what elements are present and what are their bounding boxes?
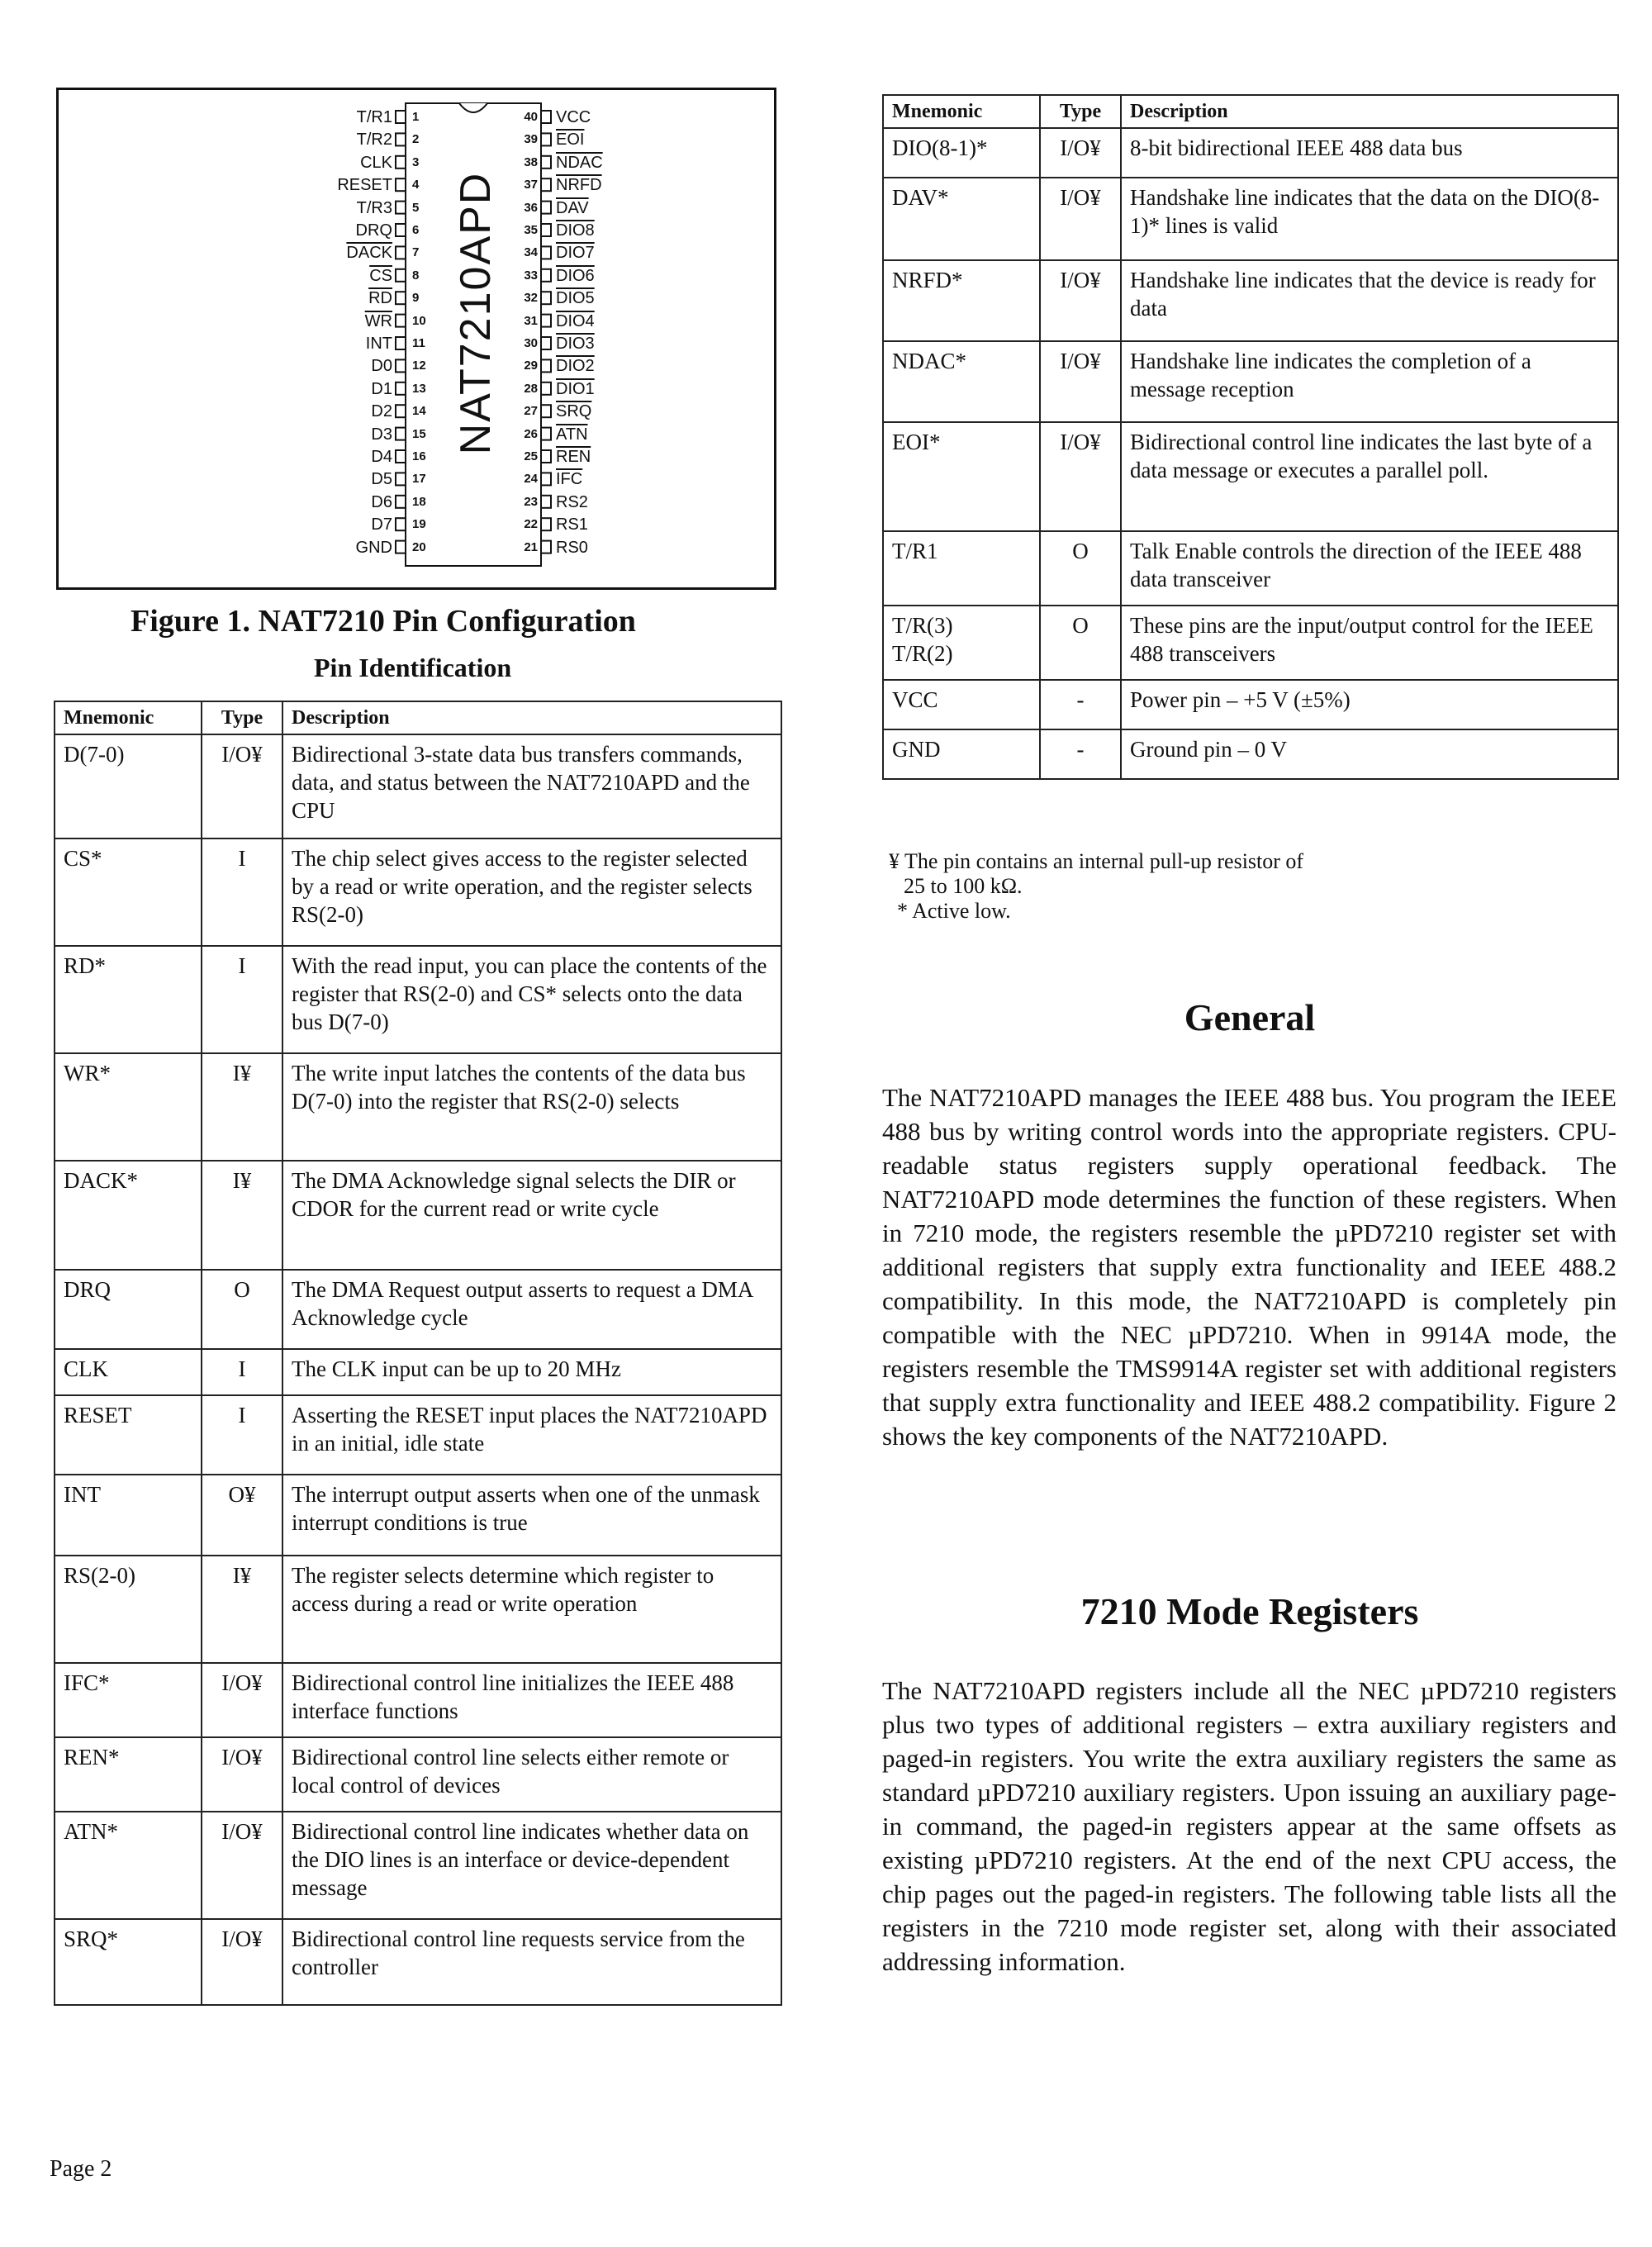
description-cell: Bidirectional 3-state data bus transfers commands, data, and status between the NAT7210APD and the CPU	[282, 734, 781, 838]
mnemonic-cell: NRFD*	[883, 260, 1040, 341]
pin-label: T/R1	[356, 108, 392, 126]
pin-number: 11	[412, 336, 425, 350]
pin-label: D7	[371, 515, 392, 534]
type-cell: I/O¥	[1040, 260, 1121, 341]
pin-label: D0	[371, 357, 392, 376]
pin-label: D4	[371, 448, 392, 466]
type-cell: O	[202, 1270, 282, 1349]
mnemonic-cell: T/R(3) T/R(2)	[883, 606, 1040, 680]
pin-number: 29	[524, 359, 538, 373]
pin-label: DIO1	[556, 379, 595, 398]
pin-label: RS2	[556, 492, 588, 511]
description-cell: The interrupt output asserts when one of the unmask interrupt conditions is true	[282, 1475, 781, 1556]
table-row	[55, 1663, 781, 1737]
pin-label: T/R3	[356, 198, 392, 217]
pin-number: 24	[524, 472, 538, 487]
pin-number: 10	[412, 313, 426, 328]
pin-number: 35	[524, 223, 538, 237]
table-row	[55, 1475, 781, 1556]
table-row	[55, 1919, 781, 2005]
type-cell: O	[1040, 606, 1121, 680]
pin-11-box	[396, 337, 406, 349]
type-cell: I/O¥	[202, 1812, 282, 1919]
mnemonic-header: Mnemonic	[883, 95, 1040, 128]
table-row	[55, 1556, 781, 1663]
pin-number: 31	[524, 313, 538, 328]
type-cell: I/O¥	[1040, 422, 1121, 531]
pin-25-box	[541, 450, 551, 463]
mnemonic-cell: IFC*	[55, 1663, 202, 1737]
pin-17-box	[396, 473, 406, 485]
mnemonic-cell: RD*	[55, 946, 202, 1053]
pin-4-box	[396, 178, 406, 191]
pin-label: D2	[371, 402, 392, 421]
pin-number: 28	[524, 381, 538, 396]
pin-label: DIO5	[556, 289, 595, 308]
pin-39-box	[541, 133, 551, 145]
type-cell: I/O¥	[1040, 178, 1121, 260]
footnote-pullup: ¥ The pin contains an internal pull-up resistor of	[889, 849, 1304, 873]
description-cell: The DMA Request output asserts to request a DMA Acknowledge cycle	[282, 1270, 781, 1349]
pin-label: $\overline{SRQ}$	[556, 402, 592, 421]
description-cell: Asserting the RESET input places the NAT7210APD in an initial, idle state	[282, 1395, 781, 1475]
pin-identification-title: Pin Identification	[314, 653, 512, 682]
pin-20-box	[396, 541, 406, 553]
pin-number: 7	[412, 245, 420, 260]
description-cell: Ground pin – 0 V	[1121, 729, 1618, 779]
mnemonic-cell: VCC	[883, 680, 1040, 729]
table-row	[883, 531, 1618, 606]
page-number: Page 2	[50, 2156, 112, 2182]
pin-31-box	[541, 315, 551, 327]
table-row	[55, 1395, 781, 1475]
pin-27-box	[541, 405, 551, 417]
pin-6-box	[396, 224, 406, 236]
table-row	[55, 1161, 781, 1270]
pin-label: DIO3	[556, 335, 595, 353]
pin-18-box	[396, 496, 406, 508]
pin-24-box	[541, 473, 551, 485]
pin-label: $\overline{IFC}$	[556, 470, 583, 489]
pin-number: 6	[412, 223, 420, 237]
mnemonic-cell: DAV*	[883, 178, 1040, 260]
mnemonic-cell: CS*	[55, 838, 202, 946]
description-cell: Power pin – +5 V (±5%)	[1121, 680, 1618, 729]
pin-13-box	[396, 382, 406, 395]
pin-number: 4	[412, 178, 420, 192]
table-row	[55, 838, 781, 946]
description-cell: Bidirectional control line selects either remote or local control of devices	[282, 1737, 781, 1812]
pin-34-box	[541, 246, 551, 259]
mnemonic-cell: CLK	[55, 1349, 202, 1395]
mnemonic-cell: REN*	[55, 1737, 202, 1812]
pin-10-box	[396, 315, 406, 327]
type-header: Type	[202, 701, 282, 734]
description-cell: 8-bit bidirectional IEEE 488 data bus	[1121, 128, 1618, 178]
pin-number: 23	[524, 494, 538, 509]
table-row	[55, 1270, 781, 1349]
pin-label: DIO4	[556, 311, 595, 330]
type-cell: O	[1040, 531, 1121, 606]
mnemonic-cell: INT	[55, 1475, 202, 1556]
pin-number: 21	[524, 539, 538, 554]
pin-label: DIO2	[556, 357, 595, 376]
pin-number: 15	[412, 426, 426, 441]
pin-number: 5	[412, 200, 420, 215]
pin-label: DIO8	[556, 221, 595, 240]
description-cell: The DMA Acknowledge signal selects the DIR or CDOR for the current read or write cycle	[282, 1161, 781, 1270]
table-row	[55, 734, 781, 838]
pin-38-box	[541, 156, 551, 169]
pin-label: $\overline{DAV}$	[556, 198, 589, 217]
table-row	[883, 178, 1618, 260]
pin-number: 12	[412, 359, 426, 373]
pin-label: $\overline{ATN}$	[556, 425, 588, 444]
description-cell: Bidirectional control line indicates the last byte of a data message or executes a parallel poll.	[1121, 422, 1618, 531]
table-row	[883, 606, 1618, 680]
pin-number: 14	[412, 404, 426, 419]
pin-2-box	[396, 133, 406, 145]
mode-registers-heading: 7210 Mode Registers	[1080, 1590, 1419, 1632]
description-cell: Handshake line indicates that the device is ready for data	[1121, 260, 1618, 341]
pin-label: RESET	[337, 176, 392, 195]
table-row	[883, 341, 1618, 422]
description-cell: Handshake line indicates that the data on the DIO(8-1)* lines is valid	[1121, 178, 1618, 260]
pin-number: 9	[412, 291, 420, 306]
pin-23-box	[541, 496, 551, 508]
pin-number: 3	[412, 154, 420, 169]
pin-label: RS0	[556, 538, 588, 557]
pin-configuration-figure: T/R1 1 T/R2 2 CLK 3 RESET 4 T/R3 5 DRQ 6 DACK 7 $\overline{CS}$ 8 $\overline{RD}$ 9 $\overline{WR}$ 10 INT 11 D0 12 D1 13 D2 14 D3 15 D4 16 D5 17 D6 18 D7 19 GND 20 40 VCC 39 $\overline{EOI}$ 38 NDAC 37 NRFD 36 $\overline{DAV}$ 35 DIO8 34 DIO7 33 DIO6 32 DIO5 31 DIO4 30 DIO3 29 DIO2 28 DIO1 27 $\overline{SRQ}$ 26 $\overline{ATN}$ 25 $\overline{REN}$ 24 $\overline{IFC}$ 23 RS2 22 RS1 21 RS0 NAT7210APD	[56, 88, 776, 590]
pin-number: 26	[524, 426, 538, 441]
pin-12-box	[396, 359, 406, 372]
mnemonic-cell: DIO(8-1)*	[883, 128, 1040, 178]
pin-36-box	[541, 202, 551, 214]
pin-label: $\overline{RD}$	[368, 289, 392, 308]
type-header: Type	[1040, 95, 1121, 128]
footnote-pullup-value: 25 to 100 kΩ.	[904, 874, 1023, 898]
pin-number: 32	[524, 291, 538, 306]
pin-label: NRFD	[556, 176, 602, 195]
pin-label: GND	[355, 538, 392, 557]
pin-number: 17	[412, 472, 426, 487]
pin-label: DIO7	[556, 244, 595, 263]
description-cell: The register selects determine which register to access during a read or write operation	[282, 1556, 781, 1663]
pin-5-box	[396, 202, 406, 214]
description-cell: Bidirectional control line initializes the IEEE 488 interface functions	[282, 1663, 781, 1737]
pin-number: 25	[524, 449, 538, 463]
table-row	[883, 260, 1618, 341]
description-cell: Bidirectional control line indicates whether data on the DIO lines is an interface or device-dependent message	[282, 1812, 781, 1919]
table-row	[55, 1349, 781, 1395]
type-cell: I/O¥	[202, 1919, 282, 2005]
type-cell: I/O¥	[202, 1737, 282, 1812]
mnemonic-header: Mnemonic	[55, 701, 202, 734]
mnemonic-cell: EOI*	[883, 422, 1040, 531]
pin-number: 8	[412, 268, 420, 283]
pin-number: 30	[524, 336, 538, 350]
pin-label: D6	[371, 492, 392, 511]
pin-number: 1	[412, 110, 420, 124]
type-cell: I	[202, 1349, 282, 1395]
pin-number: 39	[524, 132, 538, 147]
type-cell: I	[202, 1395, 282, 1475]
general-paragraph: The NAT7210APD manages the IEEE 488 bus. You program the IEEE 488 bus by writing control words into the appropriate registers. CPU-readable status registers supply operational feedback. The NAT7210APD mode determines the function of these registers. When in 7210 mode, the registers resemble the µPD7210 register set with additional registers that supply extra functionality and IEEE 488.2 compatibility. In this mode, the NAT7210APD is completely pin compatible with the NEC µPD7210. When in 9914A mode, the registers resemble the TMS9914A register set with additional registers that supply extra functionality and IEEE 488.2 compatibility. Figure 2 shows the key components of the NAT7210APD.	[882, 1083, 1616, 1451]
pin-number: 36	[524, 200, 538, 215]
pin-number: 18	[412, 494, 426, 509]
description-cell: Handshake line indicates the completion of a message reception	[1121, 341, 1618, 422]
type-cell: I/O¥	[202, 1663, 282, 1737]
pin-19-box	[396, 518, 406, 530]
pin-37-box	[541, 178, 551, 191]
description-header: Description	[282, 701, 781, 734]
description-header: Description	[1121, 95, 1618, 128]
pin-26-box	[541, 428, 551, 440]
pin-29-box	[541, 359, 551, 372]
mode-registers-paragraph: The NAT7210APD registers include all the NEC µPD7210 registers plus two types of additional registers – extra auxiliary registers and paged-in registers. You write the extra auxiliary registers the same as standard µPD7210 auxiliary registers. Upon issuing an auxiliary page-in command, the paged-in registers appear at the same offsets as existing µPD7210 registers. At the end of the next CPU access, the chip pages out the paged-in registers. The following table lists all the registers in the 7210 mode register set, along with their associated addressing information.	[882, 1676, 1616, 1976]
pin-3-box	[396, 156, 406, 169]
pin-label: $\overline{EOI}$	[556, 131, 585, 150]
mnemonic-cell: RS(2-0)	[55, 1556, 202, 1663]
table-row	[55, 1737, 781, 1812]
table-row	[55, 1812, 781, 1919]
type-cell: I/O¥	[1040, 341, 1121, 422]
pin-33-box	[541, 269, 551, 282]
pin-label: DRQ	[355, 221, 392, 240]
mnemonic-cell: WR*	[55, 1053, 202, 1161]
pin-number: 22	[524, 517, 538, 532]
pin-label: $\overline{REN}$	[556, 448, 591, 466]
mnemonic-cell: ATN*	[55, 1812, 202, 1919]
type-cell: I	[202, 838, 282, 946]
table-row	[883, 729, 1618, 779]
mnemonic-cell: D(7-0)	[55, 734, 202, 838]
pin-15-box	[396, 428, 406, 440]
table-row	[883, 422, 1618, 531]
figure-caption: Figure 1. NAT7210 Pin Configuration	[131, 604, 636, 639]
pin-description-table-continued	[882, 94, 1619, 780]
pin-label: DACK	[346, 244, 392, 263]
table-row	[883, 128, 1618, 178]
pin-number: 20	[412, 539, 426, 554]
pin-label: D3	[371, 425, 392, 444]
pin-label: $\overline{CS}$	[369, 266, 392, 285]
pin-9-box	[396, 292, 406, 304]
pin-number: 33	[524, 268, 538, 283]
type-cell: I¥	[202, 1053, 282, 1161]
pin-number: 40	[524, 110, 538, 124]
pin-21-box	[541, 541, 551, 553]
pin-number: 34	[524, 245, 538, 260]
type-cell: I/O¥	[202, 734, 282, 838]
pin-8-box	[396, 269, 406, 282]
type-cell: I¥	[202, 1161, 282, 1270]
pin-label: DIO6	[556, 266, 595, 285]
pin-label: D5	[371, 470, 392, 489]
mnemonic-cell: GND	[883, 729, 1040, 779]
type-cell: I/O¥	[1040, 128, 1121, 178]
pin-7-box	[396, 246, 406, 259]
description-cell: Bidirectional control line requests service from the controller	[282, 1919, 781, 2005]
pin-number: 27	[524, 404, 538, 419]
type-cell: -	[1040, 729, 1121, 779]
mnemonic-cell: NDAC*	[883, 341, 1040, 422]
pin-number: 38	[524, 154, 538, 169]
pin-label: CLK	[360, 153, 392, 172]
pin-22-box	[541, 518, 551, 530]
general-heading: General	[1184, 996, 1316, 1038]
pin-number: 37	[524, 178, 538, 192]
description-cell: These pins are the input/output control for the IEEE 488 transceivers	[1121, 606, 1618, 680]
pin-identification-table	[54, 701, 782, 2006]
mnemonic-cell: SRQ*	[55, 1919, 202, 2005]
table-row	[55, 946, 781, 1053]
pin-30-box	[541, 337, 551, 349]
table-header-row	[883, 95, 1618, 128]
footnote-active-low: * Active low.	[897, 899, 1011, 923]
pin-label: D1	[371, 379, 392, 398]
pin-16-box	[396, 450, 406, 463]
pin-32-box	[541, 292, 551, 304]
pin-40-box	[541, 111, 551, 123]
mnemonic-cell: RESET	[55, 1395, 202, 1475]
pin-35-box	[541, 224, 551, 236]
mnemonic-cell: T/R1	[883, 531, 1040, 606]
pin-label: NDAC	[556, 153, 603, 172]
table-row	[55, 1053, 781, 1161]
pin-label: RS1	[556, 515, 588, 534]
type-cell: -	[1040, 680, 1121, 729]
pin-number: 16	[412, 449, 426, 463]
description-cell: With the read input, you can place the contents of the register that RS(2-0) and CS* selects onto the data bus D(7-0)	[282, 946, 781, 1053]
table-row	[883, 680, 1618, 729]
type-cell: I	[202, 946, 282, 1053]
type-cell: O¥	[202, 1475, 282, 1556]
table-header-row	[55, 701, 781, 734]
pin-number: 2	[412, 132, 420, 147]
pin-1-box	[396, 111, 406, 123]
description-cell: Talk Enable controls the direction of the IEEE 488 data transceiver	[1121, 531, 1618, 606]
pin-label: T/R2	[356, 131, 392, 150]
pin-14-box	[396, 405, 406, 417]
description-cell: The CLK input can be up to 20 MHz	[282, 1349, 781, 1395]
mnemonic-cell: DRQ	[55, 1270, 202, 1349]
pin-number: 19	[412, 517, 426, 532]
type-cell: I¥	[202, 1556, 282, 1663]
pin-label: INT	[365, 335, 392, 353]
description-cell: The write input latches the contents of the data bus D(7-0) into the register that RS(2-0) selects	[282, 1053, 781, 1161]
pin-number: 13	[412, 381, 426, 396]
pin-label: VCC	[556, 108, 591, 126]
description-cell: The chip select gives access to the register selected by a read or write operation, and the register selects RS(2-0)	[282, 838, 781, 946]
mnemonic-cell: DACK*	[55, 1161, 202, 1270]
pin-28-box	[541, 382, 551, 395]
pin-label: $\overline{WR}$	[364, 311, 392, 330]
